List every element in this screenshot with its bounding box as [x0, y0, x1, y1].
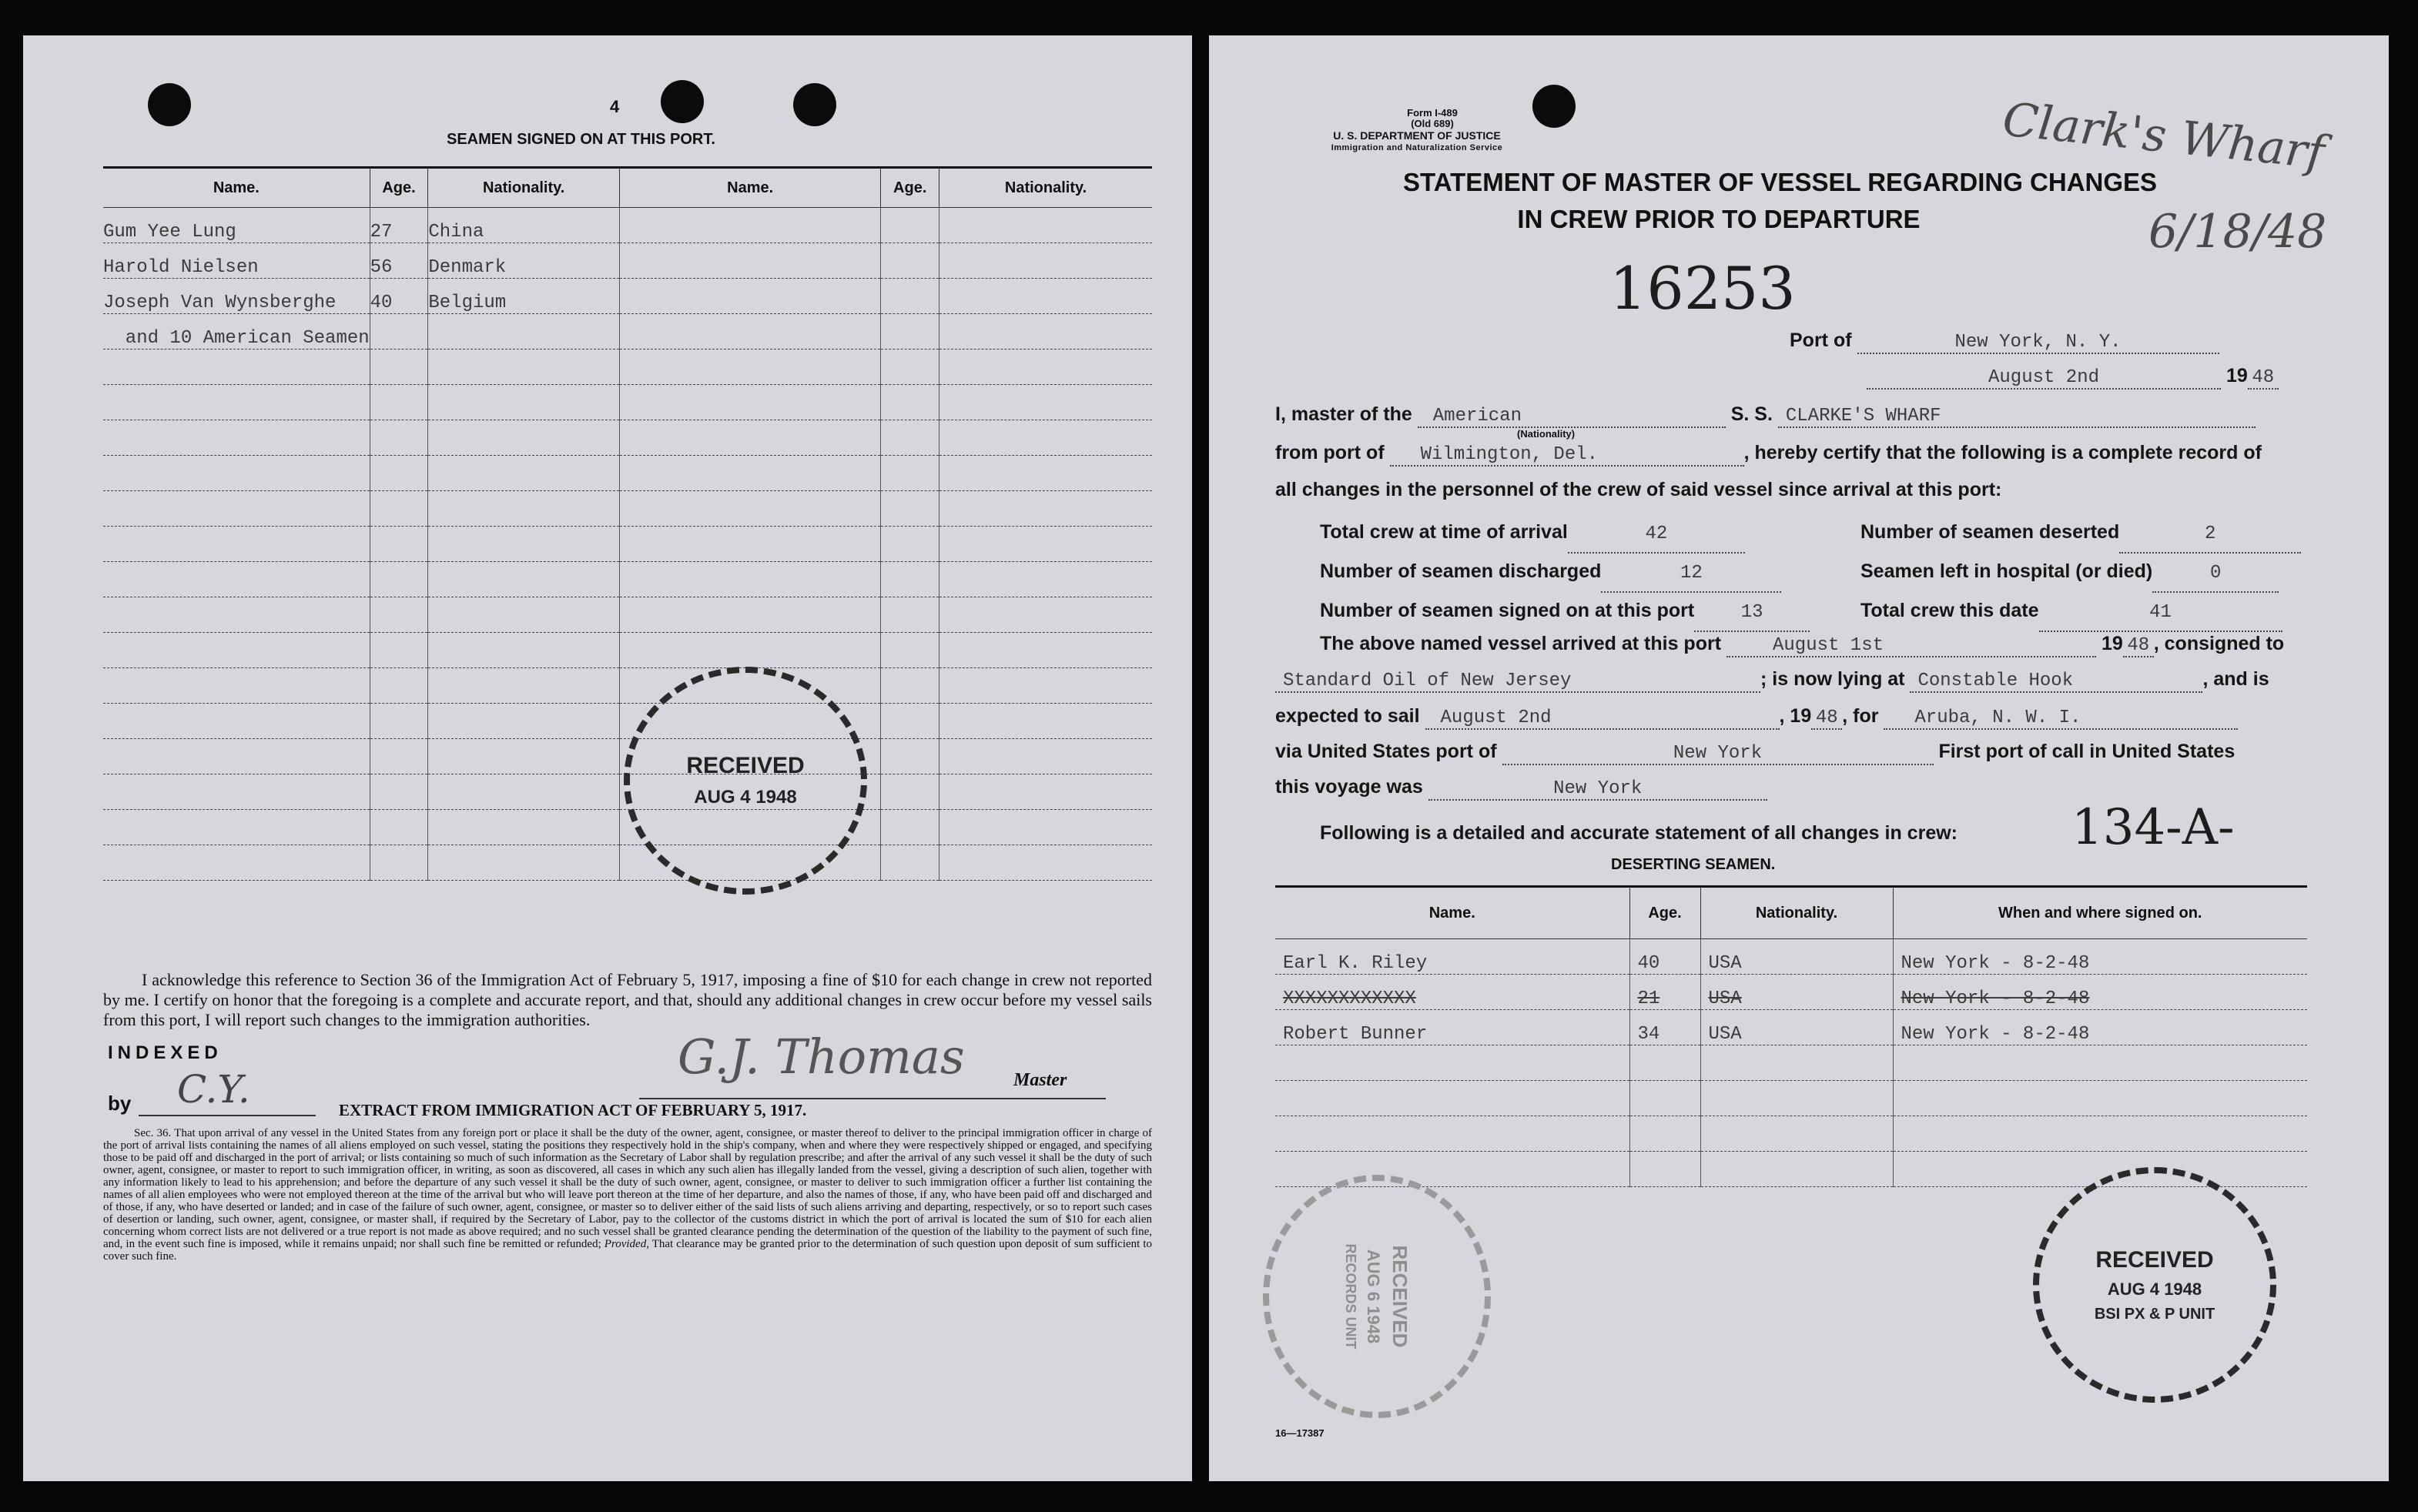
stat-signed-on: Number of seamen signed on at this port 13 — [1320, 593, 1810, 632]
cell-age: 34 — [1629, 1010, 1700, 1045]
empty-cell — [370, 668, 428, 704]
empty-cell — [1700, 1081, 1893, 1116]
empty-cell — [939, 279, 1152, 314]
table-row — [103, 597, 1152, 633]
cell-age: 40 — [1629, 939, 1700, 975]
empty-cell — [370, 456, 428, 491]
master-signature: G.J. Thomas — [678, 1029, 965, 1085]
table-row — [103, 810, 1152, 845]
empty-cell — [428, 562, 620, 597]
stats-right — [1860, 514, 2301, 632]
table-row — [103, 350, 1152, 385]
empty-cell — [1629, 1045, 1700, 1081]
date-field: August 2nd 19 48 — [1867, 365, 2279, 390]
ship-name: CLARKE'S WHARF — [1778, 406, 2256, 428]
extract-text: Sec. 36. That upon arrival of any vessel in the United States from any foreign port or place it shall be the duty of the owner, agent, consignee, or master thereof to deliver to the principal immigration officer in charge of the port of arrival lists containing the names of all aliens employed on such vessel, stating the positions they respectively hold in the ship's company, when and where they were respectively shipped or engaged, and specifying those to be paid off and discharged in the port of arrival; or lists containing so much of such information as the Secretary of Labor shall by regulation prescribe; and after the arrival of any such vessel it shall be the duty of such owner, agent, consignee, or master to report to such immigration officer, in writing, as soon as discovered, all cases in which any such alien has illegally landed from the vessel, giving a description of such alien, together with any information likely to lead to his apprehension; and before the departure of any such vessel it shall be the duty of such owner, agent, consignee, or master to deliver to such immigration officer a further list containing the names of all alien employees who were not employed thereon at the time of the arrival but who will leave port thereon at the time of her departure, and also the names of those, if any, who have been paid off and discharged and of those, if any, who have deserted or landed; and in case of the failure of such owner, agent, consignee, or master so to deliver either of the said lists of such aliens arriving and departing, respectively, or so to report such cases of desertion or landing, such owner, agent, consignee, or master shall, if required by the Secretary of Labor, pay to the collector of the customs district in which the port of arrival is located the sum of $10 for each alien concerning whom correct lists are not delivered or a true report is not made as above required; and no such vessel shall be granted clearance pending the determination of the question of the liability to the payment of such fine, and, in the event such fine is imposed, while it remains unpaid; nor shall such fine be remitted or refunded; Provided, That clearance may be granted prior to the determination of such question upon deposit of sum sufficient to cover such fine. — [103, 1127, 1152, 1263]
empty-cell — [428, 527, 620, 562]
footer-code: 16—17387 — [1275, 1427, 1325, 1439]
empty-cell — [881, 562, 939, 597]
empty-cell — [103, 668, 370, 704]
empty-cell — [1275, 1152, 1629, 1187]
empty-cell — [103, 420, 370, 456]
empty-cell — [370, 774, 428, 810]
form-header: Form I-489 (Old 689) — [1407, 107, 1458, 129]
empty-cell — [939, 350, 1152, 385]
table-row — [103, 314, 1152, 350]
empty-cell — [939, 668, 1152, 704]
empty-cell — [1275, 1116, 1629, 1152]
empty-cell — [103, 527, 370, 562]
empty-cell — [1629, 1081, 1700, 1116]
cell-name: Harold Nielsen — [103, 243, 370, 279]
empty-cell — [881, 668, 939, 704]
file-number: 16253 — [1609, 254, 1796, 323]
empty-cell — [881, 243, 939, 279]
empty-cell — [103, 739, 370, 774]
empty-cell — [428, 739, 620, 774]
empty-cell — [1893, 1045, 2307, 1081]
punch-hole — [148, 83, 191, 126]
table-row — [103, 420, 1152, 456]
cell-nationality: Belgium — [428, 279, 620, 314]
cell-name: and 10 American Seamen — [103, 314, 370, 350]
empty-cell — [939, 597, 1152, 633]
empty-cell — [1700, 1152, 1893, 1187]
empty-cell — [881, 350, 939, 385]
empty-cell — [428, 774, 620, 810]
cell-name: XXXXXXXXXXXX — [1275, 975, 1629, 1010]
handwritten-vessel-note: Clark's Wharf — [2000, 92, 2327, 180]
voyage-line: this voyage was New York — [1275, 776, 1767, 801]
empty-cell — [881, 456, 939, 491]
empty-cell — [620, 208, 881, 243]
nationality-caption: (Nationality) — [1517, 428, 1576, 440]
form-title-line1: STATEMENT OF MASTER OF VESSEL REGARDING CHANGES — [1403, 168, 2158, 196]
empty-cell — [1629, 1152, 1700, 1187]
column-header: Name. — [620, 168, 881, 208]
empty-cell — [428, 385, 620, 420]
cell-age: 21 — [1629, 975, 1700, 1010]
empty-cell — [939, 810, 1152, 845]
empty-cell — [939, 527, 1152, 562]
from-port-value: Wilmington, Del. — [1390, 444, 1744, 467]
empty-cell — [428, 491, 620, 527]
empty-cell — [103, 491, 370, 527]
empty-cell — [103, 704, 370, 739]
for-value: Aruba, N. W. I. — [1884, 707, 2238, 730]
table-row — [1275, 1010, 2307, 1045]
via-value: New York — [1502, 743, 1934, 765]
empty-cell — [881, 314, 939, 350]
port-of-field: Port of New York, N. Y. — [1790, 329, 2219, 354]
empty-cell — [939, 243, 1152, 279]
empty-cell — [370, 704, 428, 739]
empty-cell — [620, 633, 881, 668]
cell-nationality: USA — [1700, 939, 1893, 975]
empty-cell — [939, 208, 1152, 243]
empty-cell — [1700, 1116, 1893, 1152]
expected-value: August 2nd — [1425, 707, 1780, 730]
cell-nationality: Denmark — [428, 243, 620, 279]
empty-cell — [881, 527, 939, 562]
cell-signed: New York - 8-2-48 — [1893, 1010, 2307, 1045]
table-row — [1275, 1116, 2307, 1152]
empty-cell — [620, 420, 881, 456]
empty-cell — [620, 350, 881, 385]
column-header: When and where signed on. — [1893, 887, 2307, 939]
department-header: U. S. DEPARTMENT OF JUSTICE Immigration and Naturalization Service — [1331, 129, 1503, 152]
table-row — [103, 527, 1152, 562]
empty-cell — [939, 845, 1152, 881]
empty-cell — [881, 774, 939, 810]
bsi-received-stamp: RECEIVED AUG 4 1948 BSI PX & P UNIT — [2033, 1167, 2276, 1403]
stats-left — [1320, 514, 1810, 632]
empty-cell — [370, 810, 428, 845]
empty-cell — [881, 739, 939, 774]
empty-cell — [881, 420, 939, 456]
cell-name: Joseph Van Wynsberghe — [103, 279, 370, 314]
cell-age: 40 — [370, 279, 428, 314]
cell-name: Gum Yee Lung — [103, 208, 370, 243]
extract-title: EXTRACT FROM IMMIGRATION ACT OF FEBRUARY 5, 1917. — [339, 1101, 807, 1119]
table-row — [103, 562, 1152, 597]
table-row — [103, 456, 1152, 491]
empty-cell — [103, 562, 370, 597]
empty-cell — [370, 350, 428, 385]
empty-cell — [620, 597, 881, 633]
signature-line — [639, 1098, 1106, 1099]
empty-cell — [881, 597, 939, 633]
column-header: Nationality. — [939, 168, 1152, 208]
form-title-line2: IN CREW PRIOR TO DEPARTURE — [1517, 205, 1921, 233]
column-header: Name. — [1275, 887, 1629, 939]
cell-nationality: USA — [1700, 1010, 1893, 1045]
empty-cell — [1893, 1116, 2307, 1152]
right-page — [1209, 35, 2389, 1481]
left-page — [23, 35, 1192, 1481]
table-row — [103, 845, 1152, 881]
cell-signed: New York - 8-2-48 — [1893, 939, 2307, 975]
empty-cell — [370, 597, 428, 633]
page-number: 4 — [610, 97, 620, 116]
table-row — [1275, 975, 2307, 1010]
handwritten-date-note: 6/18/48 — [2148, 205, 2327, 259]
empty-cell — [370, 739, 428, 774]
empty-cell — [881, 845, 939, 881]
cell-age: 27 — [370, 208, 428, 243]
empty-cell — [428, 420, 620, 456]
stat-total-today: Total crew this date 41 — [1860, 593, 2301, 632]
empty-cell — [103, 845, 370, 881]
handwritten-code: 134-A- — [2071, 799, 2235, 856]
table-row — [103, 668, 1152, 704]
arrived-value: August 1st — [1726, 635, 2096, 657]
arrived-line: The above named vessel arrived at this port August 1st 19 48 , consigned to — [1320, 633, 2285, 656]
empty-cell — [939, 314, 1152, 350]
port-of-value: New York, N. Y. — [1857, 332, 2219, 354]
empty-cell — [620, 385, 881, 420]
empty-cell — [881, 385, 939, 420]
empty-cell — [620, 243, 881, 279]
empty-cell — [428, 350, 620, 385]
empty-cell — [103, 350, 370, 385]
deserting-seamen-table — [1275, 885, 2307, 1187]
table-row — [103, 491, 1152, 527]
records-unit-stamp: RECEIVED AUG 6 1948 RECORDS UNIT — [1263, 1175, 1491, 1418]
empty-cell — [939, 774, 1152, 810]
table-row — [103, 633, 1152, 668]
punch-hole — [793, 83, 836, 126]
cell-signed: New York - 8-2-48 — [1893, 975, 2307, 1010]
cell-age — [370, 314, 428, 350]
from-port-line: from port of Wilmington, Del. , hereby certify that the following is a complete record of — [1275, 442, 2262, 465]
empty-cell — [103, 385, 370, 420]
indexed-initials: C.Y. — [177, 1067, 250, 1112]
date-value: August 2nd — [1867, 367, 2221, 390]
cell-name: Robert Bunner — [1275, 1010, 1629, 1045]
stat-total-arrival: Total crew at time of arrival 42 — [1320, 514, 1810, 554]
empty-cell — [939, 456, 1152, 491]
date-year: 48 — [2248, 367, 2279, 390]
column-header: Age. — [1629, 887, 1700, 939]
empty-cell — [370, 562, 428, 597]
empty-cell — [620, 279, 881, 314]
empty-cell — [881, 279, 939, 314]
empty-cell — [428, 456, 620, 491]
voyage-value: New York — [1428, 778, 1767, 801]
empty-cell — [428, 668, 620, 704]
table-row — [103, 208, 1152, 243]
empty-cell — [939, 739, 1152, 774]
lying-value: Constable Hook — [1910, 671, 2202, 693]
empty-cell — [1893, 1081, 2307, 1116]
empty-cell — [620, 491, 881, 527]
cell-age: 56 — [370, 243, 428, 279]
empty-cell — [1275, 1081, 1629, 1116]
empty-cell — [1275, 1045, 1629, 1081]
table-row — [103, 279, 1152, 314]
table-row — [1275, 1081, 2307, 1116]
table-row — [1275, 1045, 2307, 1081]
deserting-title: DESERTING SEAMEN. — [1611, 856, 1776, 873]
consignee-value: Standard Oil of New Jersey — [1275, 671, 1760, 693]
empty-cell — [939, 385, 1152, 420]
table-row — [1275, 939, 2307, 975]
cell-nationality: China — [428, 208, 620, 243]
empty-cell — [428, 633, 620, 668]
consignee-line: Standard Oil of New Jersey ; is now lying at Constable Hook , and is — [1275, 668, 2269, 693]
empty-cell — [939, 562, 1152, 597]
empty-cell — [939, 633, 1152, 668]
empty-cell — [428, 810, 620, 845]
empty-cell — [370, 845, 428, 881]
table-row — [103, 385, 1152, 420]
column-header: Nationality. — [428, 168, 620, 208]
acknowledgment-text: I acknowledge this reference to Section 36 of the Immigration Act of February 5, 1917, imposing a fine of $10 for each change in crew not reported by me. I certify on honor that the foregoing is a complete and accurate report, and that, should any additional changes in crew occur before my vessel sails from this port, I will report such changes to the immigration authorities. — [103, 970, 1152, 1029]
via-line: via United States port of New York First port of call in United States — [1275, 741, 2235, 764]
empty-cell — [428, 704, 620, 739]
received-stamp: RECEIVED AUG 4 1948 — [624, 667, 867, 895]
empty-cell — [939, 420, 1152, 456]
empty-cell — [939, 491, 1152, 527]
following-text: Following is a detailed and accurate statement of all changes in crew: — [1320, 822, 1958, 844]
column-header: Name. — [103, 168, 370, 208]
punch-hole — [661, 80, 704, 123]
master-of-line: I, master of the American S. S. CLARKE'S WHARF — [1275, 403, 2256, 428]
empty-cell — [370, 491, 428, 527]
column-header: Age. — [881, 168, 939, 208]
cell-nationality — [428, 314, 620, 350]
column-header: Age. — [370, 168, 428, 208]
empty-cell — [620, 527, 881, 562]
punch-hole — [1532, 85, 1576, 128]
empty-cell — [103, 774, 370, 810]
empty-cell — [370, 527, 428, 562]
empty-cell — [881, 704, 939, 739]
empty-cell — [881, 491, 939, 527]
empty-cell — [620, 314, 881, 350]
nationality-value: American — [1418, 406, 1726, 428]
section-title: SEAMEN SIGNED ON AT THIS PORT. — [447, 131, 715, 148]
all-changes-text: all changes in the personnel of the crew of said vessel since arrival at this port: — [1275, 479, 2002, 500]
empty-cell — [620, 456, 881, 491]
empty-cell — [370, 385, 428, 420]
indexed-label: INDEXED — [108, 1042, 223, 1063]
empty-cell — [428, 845, 620, 881]
empty-cell — [370, 633, 428, 668]
empty-cell — [620, 562, 881, 597]
empty-cell — [881, 208, 939, 243]
by-label: by — [108, 1092, 132, 1115]
by-line — [139, 1115, 316, 1116]
empty-cell — [103, 810, 370, 845]
empty-cell — [103, 633, 370, 668]
empty-cell — [881, 810, 939, 845]
table-row — [103, 243, 1152, 279]
stat-deserted: Number of seamen deserted 2 — [1860, 514, 2301, 554]
empty-cell — [939, 704, 1152, 739]
column-header: Nationality. — [1700, 887, 1893, 939]
stat-discharged: Number of seamen discharged 12 — [1320, 554, 1810, 593]
empty-cell — [428, 597, 620, 633]
master-label: Master — [1013, 1070, 1067, 1090]
expected-line: expected to sail August 2nd , 19 48 , for Aruba, N. W. I. — [1275, 705, 2238, 730]
empty-cell — [370, 420, 428, 456]
cell-nationality: USA — [1700, 975, 1893, 1010]
empty-cell — [1629, 1116, 1700, 1152]
empty-cell — [103, 597, 370, 633]
empty-cell — [1700, 1045, 1893, 1081]
stat-hospital: Seamen left in hospital (or died) 0 — [1860, 554, 2301, 593]
cell-name: Earl K. Riley — [1275, 939, 1629, 975]
table-row — [103, 704, 1152, 739]
empty-cell — [881, 633, 939, 668]
empty-cell — [103, 456, 370, 491]
